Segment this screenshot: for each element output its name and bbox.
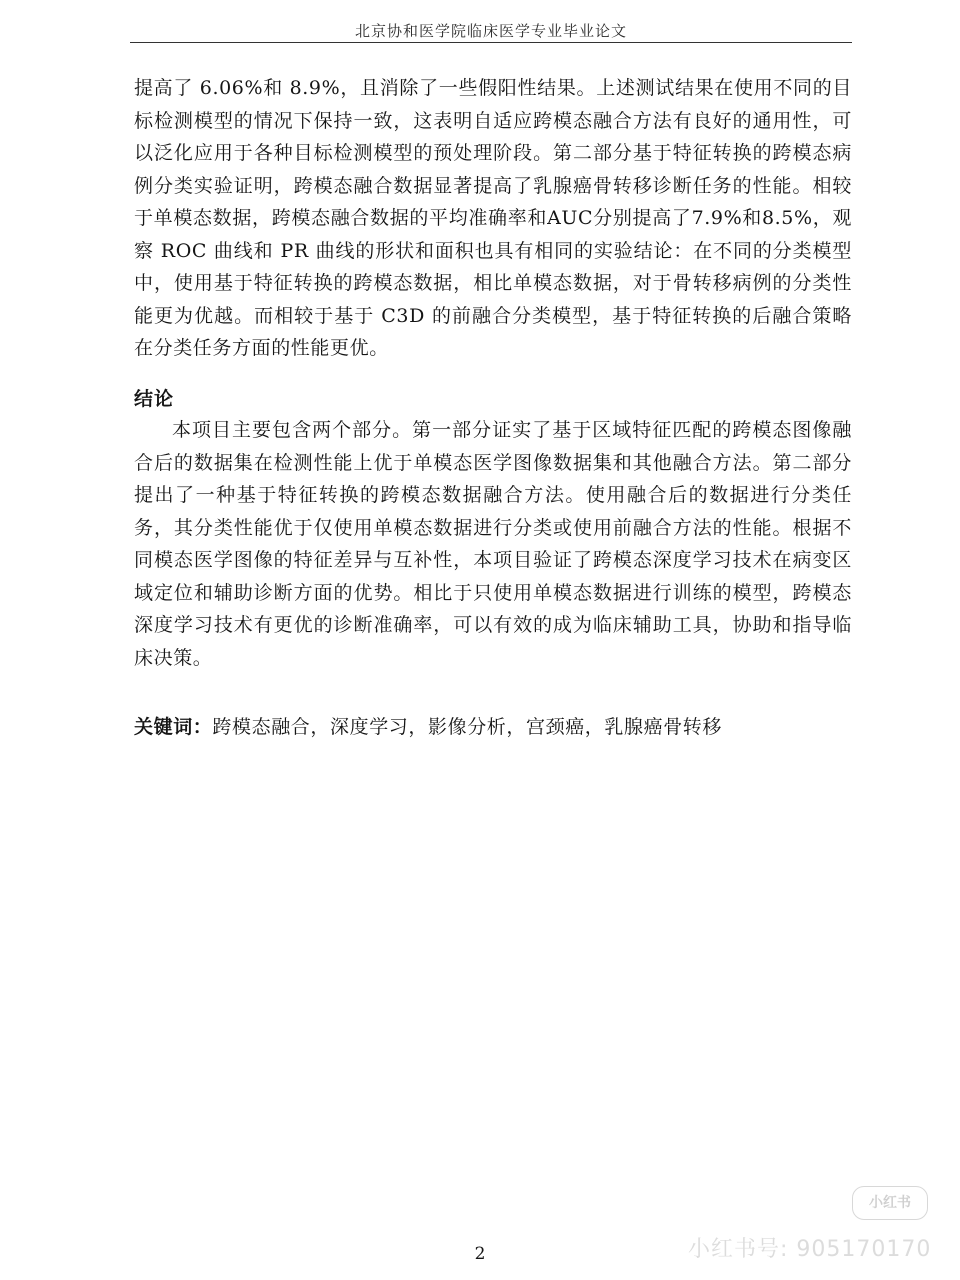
body-paragraph-results: 提高了 6.06%和 8.9%，且消除了一些假阳性结果。上述测试结果在使用不同的目标检测模型的情况下保持一致，这表明自适应跨模态融合方法有良好的通用性，可以泛化应用于各种目标检测模型的预处理阶段。第二部分基于特征转换的跨模态病例分类实验证明，跨模态融合数据显著提高了乳腺癌骨转移诊断任务的性能。相较于单模态数据，跨模态融合数据的平均准确率和AUC分别提高了7.9%和8.5%，观察 ROC 曲线和 PR 曲线的形状和面积也具有相同的实验结论：在不同的分类模型中，使用基于特征转换的跨模态数据，相比单模态数据，对于骨转移病例的分类性能更为优越。而相较于基于 C3D 的前融合分类模型，基于特征转换的后融合策略在分类任务方面的性能更优。	[134, 77, 852, 359]
page-number: 2	[474, 1244, 486, 1264]
section-heading-conclusion: 结论	[134, 388, 175, 410]
xiaohongshu-logo-watermark: 小红书	[852, 1186, 928, 1220]
xiaohongshu-id-watermark: 小红书号: 905170170	[688, 1237, 932, 1262]
keywords-line	[134, 712, 722, 739]
keywords-label: 关键词：	[134, 716, 213, 738]
running-header: 北京协和医学院临床医学专业毕业论文	[354, 22, 627, 40]
keywords-list: 跨模态融合，深度学习，影像分析，宫颈癌，乳腺癌骨转移	[212, 716, 723, 738]
header-divider	[130, 42, 852, 43]
body-paragraph-conclusion: 本项目主要包含两个部分。第一部分证实了基于区域特征匹配的跨模态图像融合后的数据集在检测性能上优于单模态医学图像数据集和其他融合方法。第二部分提出了一种基于特征转换的跨模态数据融合方法。使用融合后的数据进行分类任务，其分类性能优于仅使用单模态数据进行分类或使用前融合方法的性能。根据不同模态医学图像的特征差异与互补性，本项目验证了跨模态深度学习技术在病变区域定位和辅助诊断方面的优势。相比于只使用单模态数据进行训练的模型，跨模态深度学习技术有更优的诊断准确率，可以有效的成为临床辅助工具，协助和指导临床决策。	[134, 419, 852, 669]
